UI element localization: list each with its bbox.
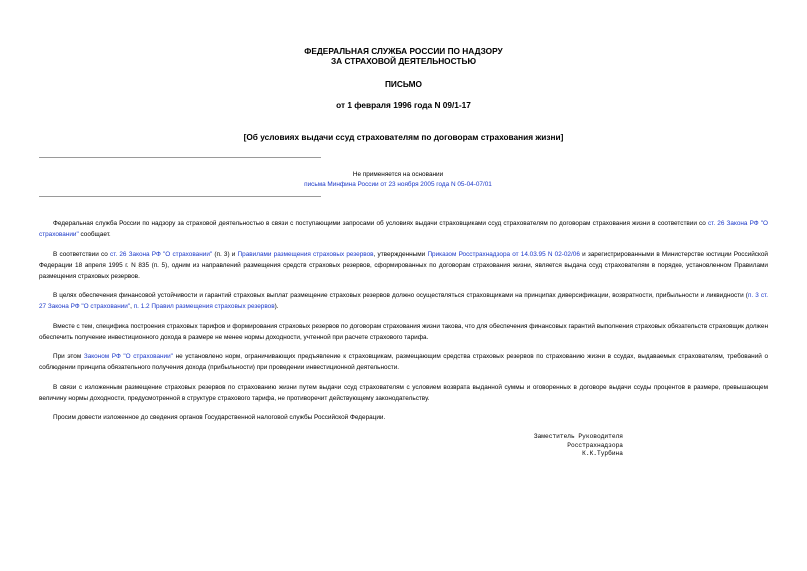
document-date-number: от 1 февраля 1996 года N 09/1-17	[336, 100, 471, 110]
p5-text-2: не установлено норм, ограничивающих предъявление к страховщикам, размещающим средства страховых резервов по страхованию жизни в ссудах, выдаваемых страхователям, требований о соблюдении принципа обязательного получения дохода (прибыльности) при проведении инвестиционной деятельности.	[39, 353, 769, 371]
link-law-insurance[interactable]: Законом РФ "О страховании"	[83, 353, 173, 360]
p2-text-2: (п. 3) и	[212, 251, 238, 258]
org-name-line1: ФЕДЕРАЛЬНАЯ СЛУЖБА РОССИИ ПО НАДЗОРУ	[304, 46, 503, 56]
document-type: ПИСЬМО	[384, 79, 423, 89]
p7-text-1: Просим довести изложенное до сведения органов Государственной налоговой службы Российской Федерации.	[53, 414, 386, 421]
paragraph-5	[39, 352, 768, 374]
p2-text-4: и зарегистрированными в Министерстве юстиции Российской Федерации 18 апреля 1995 г. N 835 (п. 5), одним из направлений размещения средств страховых резервов, сформированных по договорам страхования жизни, является выдача ссуд страхователям в порядке, установленном Правилами размещения страховых резервов.	[39, 251, 768, 280]
p3-text-2: ,	[130, 302, 134, 310]
link-rules-p12[interactable]: п. 1.2 Правил размещения страховых резервов	[133, 302, 275, 310]
p6-text-1: В связи с изложенным размещение страховых резервов по страхованию жизни путем выдачи ссуд страхователям с условием возврата выданной суммы и оговоренных в договоре выдачи ссуды процентов в размере, превышающем величину нормы доходности, предусмотренной в структуре страхового тарифа, не противоречит действующему законодательству.	[39, 384, 768, 402]
p1-text-1: Федеральная служба России по надзору за страховой деятельностью в связи с поступающими запросами об условиях выдачи страховщиками ссуд страхователям по договорам страхования жизни в соответствии со	[53, 220, 708, 227]
org-name-line2: ЗА СТРАХОВОЙ ДЕЯТЕЛЬНОСТЬЮ	[330, 56, 477, 66]
p2-text-1: В соответствии со	[53, 251, 110, 258]
note-link[interactable]: письма Минфина России от 23 ноября 2005 года N 05-04-07/01	[304, 181, 492, 188]
note-text: Не применяется на основании	[352, 171, 444, 178]
paragraph-3	[39, 291, 768, 313]
p2-text-3: , утвержденными	[373, 251, 428, 258]
p1-text-2: сообщает.	[78, 230, 111, 238]
document-subject: [Об условиях выдачи ссуд страхователям по договорам страхования жизни]	[243, 132, 564, 142]
p3-text-3: ).	[274, 302, 279, 310]
divider-top	[39, 157, 321, 158]
signature-name: К.К.Турбина	[582, 450, 623, 458]
link-law-art26-p2[interactable]: ст. 26 Закона РФ "О страховании"	[110, 251, 213, 258]
link-reserve-rules[interactable]: Правилами размещения страховых резервов	[237, 251, 374, 258]
divider-bottom	[39, 196, 321, 197]
signature-org: Росстрахнадзора	[567, 441, 623, 449]
p4-text-1: Вместе с тем, специфика построения страховых тарифов и формирования страховых резервов по договорам страхования жизни такова, что для обеспечения финансовых гарантий выполнения страховых обязательств страховщик должен обеспечить получение инвестиционного дохода в размере не менее нормы доходности, учтенной при расчете страхового тарифа.	[39, 323, 768, 341]
link-law-art27[interactable]: п. 3 ст. 27 Закона РФ "О страховании"	[39, 292, 769, 310]
link-law-art26[interactable]: ст. 26 Закона РФ "О страховании"	[39, 220, 768, 238]
link-order-rosstrakhnadzor[interactable]: Приказом Росстрахнадзора от 14.03.95 N 02-02/06	[427, 251, 580, 258]
signature-title: Заместитель Руководителя	[533, 433, 623, 440]
paragraph-4	[39, 322, 768, 344]
paragraph-6	[39, 383, 768, 405]
p5-text-1: При этом	[53, 353, 84, 360]
paragraph-2	[39, 250, 768, 282]
paragraph-7	[39, 413, 768, 424]
p3-text-1: В целях обеспечения финансовой устойчивости и гарантий страховых выплат размещение страховых резервов должно осуществляться страховщиками на принципах диверсификации, возвратности, прибыльности и ликвидности (	[53, 292, 748, 299]
paragraph-1	[39, 219, 768, 241]
